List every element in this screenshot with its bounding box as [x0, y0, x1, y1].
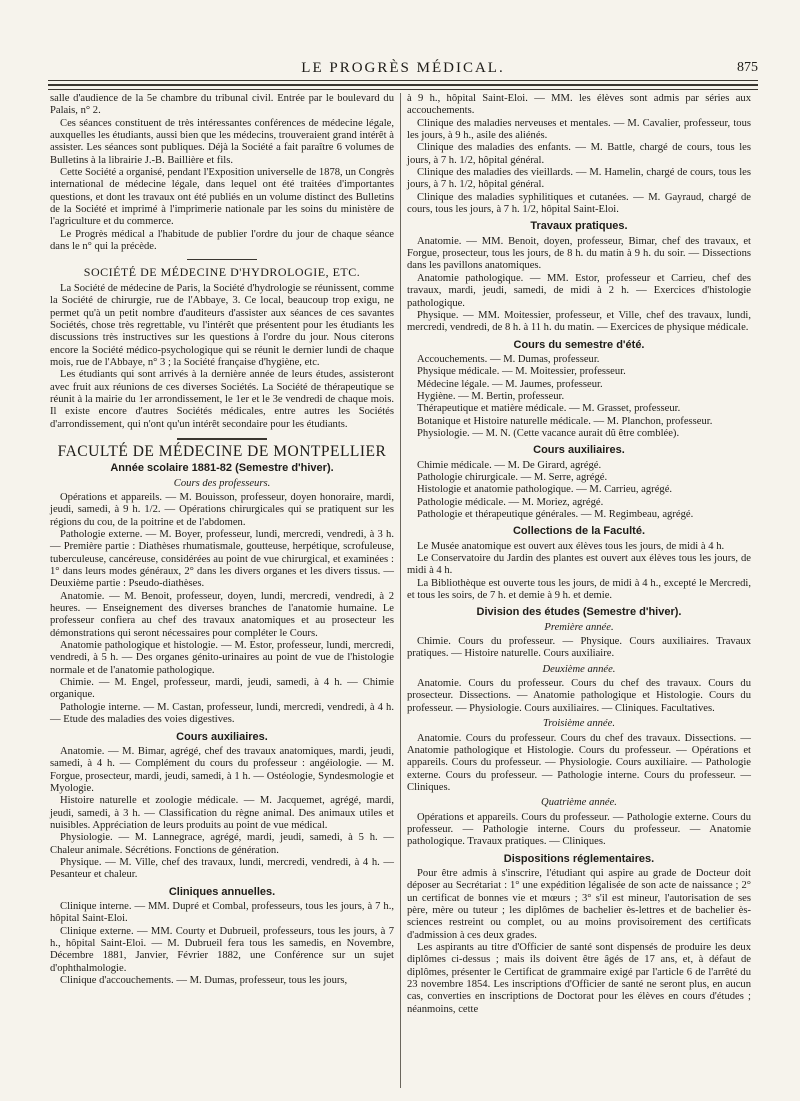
paragraph: Le Musée anatomique est ouvert aux élèves tous les jours, de midi à 4 h.	[417, 540, 725, 552]
left-column	[50, 93, 394, 987]
year-heading: Deuxième année.	[542, 663, 616, 675]
subsection-heading: Cours auxiliaires.	[176, 730, 268, 743]
subsection-heading: Division des études (Semestre d'hiver).	[476, 606, 682, 619]
paragraph: Anatomie. Cours du professeur. Cours du chef des travaux. Dissections. — Anatomie pathologique et Histologie. Cours du professeur. — Opérations et appareils. Cours du professeur. — Physiologie. Cours auxiliaire. — Pathologie externe. Cours du professeur. — Pathologie interne. Cours du professeur. — Cliniques.	[407, 732, 751, 793]
header-rule-top	[48, 80, 758, 81]
subsection-heading: Cours du semestre d'été.	[513, 338, 645, 351]
paragraph: salle d'audience de la 5e chambre du tribunal civil. Entrée par le boulevard du Palais, n° 2.	[50, 93, 394, 117]
paragraph: Clinique des maladies nerveuses et mentales. — M. Cavalier, professeur, tous les jours, à 9 h., asile des aliénés.	[407, 117, 751, 142]
paragraph: Pathologie médicale. — M. Moriez, agrégé.	[417, 496, 604, 508]
paragraph: La Bibliothèque est ouverte tous les jours, de midi à 4 h., excepté le Mercredi, et tous les soirs, de 7 h. et demie à 9 h. et demie.	[407, 577, 751, 602]
paragraph: Anatomie. — M. Bimar, agrégé, chef des travaux anatomiques, mardi, jeudi, samedi, à 4 h. — Complément du cours du professeur : angéiologie. — M. Forgue, prosecteur, mardi, jeudi, samedi, à 1 h. — Ostéologie, Syndesmologie et Myologie.	[50, 745, 394, 794]
subsection-heading: Travaux pratiques.	[530, 220, 628, 233]
subsection-heading: Cliniques annuelles.	[168, 885, 276, 898]
header-rule-middle	[48, 84, 758, 86]
paragraph: Physiologie. — M. N. (Cette vacance aurait dû être comblée).	[417, 427, 680, 439]
section-heading: SOCIÉTÉ DE MÉDECINE D'HYDROLOGIE, ETC.	[83, 265, 361, 280]
year-heading: Quatrième année.	[541, 797, 617, 809]
subsection-heading: Cours auxiliaires.	[533, 444, 625, 457]
paragraph: à 9 h., hôpital Saint-Eloi. — MM. les élèves sont admis par séries aux accouchements.	[407, 93, 751, 117]
paragraph: Anatomie. Cours du professeur. Cours du chef des travaux. Cours du prosecteur. Dissections. — Anatomie pathologique et Histologie. Cours du professeur. — Physiologie. Cours auxiliaires. — Cliniques. Facultatives.	[407, 678, 751, 714]
paragraph: Les étudiants qui sont arrivés à la dernière année de leurs études, assisteront avec fruit aux réunions de ces diverses Sociétés. La Société de thérapeutique se réunit à la mairie du 1er arrondissement, le 1er et le 3e vendredi de chaque mois. Il existe encore d'autres Sociétés médicales, entre autres les Sociétés d'arrondissement, qui n'ont qu'un intérêt secondaire pour les étudiants.	[50, 369, 394, 430]
paragraph: Clinique des maladies des enfants. — M. Battle, chargé de cours, tous les jours, à 7 h. 1/2, hôpital général.	[407, 142, 751, 166]
paragraph: Opérations et appareils. — M. Bouisson, professeur, doyen honoraire, mardi, jeudi, samedi, à 9 h. 1/2. — Opérations chirurgicales qui se pratiquent sur les régions du cou, de la poitrine et de l'abdomen.	[50, 491, 394, 528]
year-heading: Troisième année.	[543, 718, 615, 730]
paragraph: Clinique des maladies des vieillards. — M. Hamelin, chargé de cours, tous les jours, à 7 h. 1/2, hôpital général.	[407, 167, 751, 191]
paragraph: Physique. — MM. Moitessier, professeur, et Ville, chef des travaux, lundi, mercredi, vendredi, de 8 h. à 11 h. du matin. — Exercices de physique médicale.	[407, 309, 751, 334]
paragraph: Pathologie et thérapeutique générales. — M. Regimbeau, agrégé.	[417, 509, 694, 520]
subsection-heading: Collections de la Faculté.	[512, 525, 646, 538]
paragraph: Pathologie externe. — M. Boyer, professeur, lundi, mercredi, vendredi, à 3 h. — Première partie : Diathèses rhumatismale, goutteuse, herpétique, scrofuleuse, tuberculeuse, cancéreuse, considérées au point de vue chirurgical, et examinées : 1° dans leurs modes généraux, 2° dans les divers organes et les divers tissus. — Deuxième partie : Pseudo-diathèses.	[50, 529, 394, 590]
subsection-heading: Année scolaire 1881-82 (Semestre d'hiver).	[110, 462, 334, 475]
paragraph: Physique. — M. Ville, chef des travaux, lundi, mercredi, vendredi, à 4 h. — Pesanteur et chaleur.	[50, 856, 394, 881]
paragraph: Physiologie. — M. Lannegrace, agrégé, mardi, jeudi, samedi, à 5 h. — Chaleur animale. Sécrétions. Fonctions de génération.	[50, 832, 394, 856]
paragraph: La Société de médecine de Paris, la Société d'hydrologie se réunissent, comme la Société de chirurgie, rue de l'Abbaye, 3. Ce local, beaucoup trop exigu, ne permet qu'à un petit nombre d'auditeurs d'assister aux séances de ces savantes Sociétés, chose très regrettable, vu l'intérêt que présentent pour les étudiants les discussions très instructives sur les questions à l'ordre du jour. Nous citerons encore la Société médico-psychologique qui se réunit le dernier lundi de chaque mois, rue de l'Abbaye, n° 3 ; la Société française d'hygiène, etc.	[50, 282, 394, 368]
paragraph: Anatomie. — MM. Benoit, doyen, professeur, Bimar, chef des travaux, et Forgue, prosecteur, tous les jours, de 8 h. du matin à 9 h. du soir. — Dissections dans les pavillons anatomiques.	[407, 235, 751, 272]
paragraph: Opérations et appareils. Cours du professeur. — Pathologie externe. Cours du professeur. — Pathologie interne. Cours du professeur. — Anatomie pathologique. Travaux pratiques. — Cliniques.	[407, 811, 751, 848]
paragraph: Clinique interne. — MM. Dupré et Combal, professeurs, tous les jours, à 7 h., hôpital Saint-Eloi.	[50, 900, 394, 925]
paragraph: Clinique d'accouchements. — M. Dumas, professeur, tous les jours,	[60, 975, 348, 987]
year-heading: Première année.	[544, 621, 614, 633]
right-column	[407, 93, 751, 1016]
subsection-heading: Dispositions réglementaires.	[503, 852, 655, 865]
paragraph: Le Conservatoire du Jardin des plantes est ouvert aux élèves tous les jours, de midi à 4 h.	[407, 553, 751, 577]
paragraph: Le Progrès médical a l'habitude de publier l'ordre du jour de chaque séance dans le n° qui la précède.	[50, 228, 394, 253]
page-header	[48, 58, 758, 78]
paragraph: Anatomie pathologique. — MM. Estor, professeur et Carrieu, chef des travaux, mardi, jeudi, samedi, de midi à 2 h. — Exercices d'histologie pathologique.	[407, 272, 751, 309]
paragraph: Accouchements. — M. Dumas, professeur.	[417, 353, 600, 365]
paragraph: Clinique des maladies syphilitiques et cutanées. — M. Gayraud, chargé de cours, tous les jours, à 7 h. 1/2, hôpital Saint-Eloi.	[407, 191, 751, 216]
paragraph: Médecine légale. — M. Jaumes, professeur.	[417, 378, 603, 390]
paragraph: Botanique et Histoire naturelle médicale. — M. Planchon, professeur.	[417, 415, 713, 427]
paragraph: Cette Société a organisé, pendant l'Exposition universelle de 1878, un Congrès international de médecine légale, dans lequel ont été traitées d'importantes questions, et dont les travaux ont été publiés en un volume distinct des Bulletins de la Société et imprimé à l'imprimerie nationale par les soins du ministère de l'agriculture et du commerce.	[50, 167, 394, 228]
header-rule-bottom	[48, 89, 758, 90]
section-separator	[187, 259, 257, 260]
paragraph: Histoire naturelle et zoologie médicale. — M. Jacquemet, agrégé, mardi, jeudi, samedi, à 3 h. — Classification du règne animal. Des animaux utiles et nuisibles. Appréciation de leurs produits au point de vue médical.	[50, 795, 394, 831]
running-title: LE PROGRÈS MÉDICAL.	[301, 60, 505, 76]
paragraph: Clinique externe. — MM. Courty et Dubrueil, professeurs, tous les jours, à 7 h., hôpital Saint-Eloi. — M. Dubrueil fera tous les samedis, en Novembre, Décembre 1881, Janvier, Février 1882, une Conférence sur un sujet d'ophthalmologie.	[50, 925, 394, 974]
column-divider	[400, 93, 401, 1088]
paragraph: Chimie. Cours du professeur. — Physique. Cours auxiliaires. Travaux pratiques. — Histoire naturelle. Cours auxiliaire.	[407, 636, 751, 660]
paragraph: Anatomie. — M. Benoit, professeur, doyen, lundi, mercredi, vendredi, à 2 heures. — Enseignement des diverses branches de l'anatomie humaine. Le professeur confiera au chef des travaux anatomiques et au prosecteur les démonstrations qui seront nécessaires pour compléter le Cours.	[50, 590, 394, 639]
paragraph: Chimie médicale. — M. De Girard, agrégé.	[417, 459, 602, 471]
paragraph: Pathologie interne. — M. Castan, professeur, lundi, mercredi, vendredi, à 4 h. — Etude des maladies des voies digestives.	[50, 701, 394, 726]
page-number: 875	[737, 60, 758, 75]
paragraph: Ces séances constituent de très intéressantes conférences de médecine légale, auxquelles les étudiants, aussi bien que les médecins, trouveraient grand intérêt à assister. Les séances sont publiques. Déjà la Société a fait paraître 6 volumes de Bulletins à la librairie J.-B. Baillière et fils.	[50, 117, 394, 166]
section-separator	[177, 438, 267, 440]
paragraph: Chimie. — M. Engel, professeur, mardi, jeudi, samedi, à 4 h. — Chimie organique.	[50, 677, 394, 701]
paragraph: Pour être admis à s'inscrire, l'étudiant qui aspire au grade de Docteur doit déposer au Secrétariat : 1° une expédition légalisée de son acte de naissance ; 2° un certificat de bonnes vie et mœurs ; 3° s'il est mineur, l'autorisation de ses père, mère ou tuteur ; les diplômes de bachelier ès-lettres et de bachelier ès-sciences restreint ou complet, ou au moins provisoirement des certificats d'admission à ces deux grades.	[407, 867, 751, 941]
faculty-heading: FACULTÉ DE MÉDECINE DE MONTPELLIER	[57, 442, 387, 460]
paragraph: Pathologie chirurgicale. — M. Serre, agrégé.	[417, 471, 608, 483]
year-heading: Cours des professeurs.	[173, 477, 271, 489]
paragraph: Anatomie pathologique et histologie. — M. Estor, professeur, lundi, mercredi, vendredi, à 5 h. — Des organes génito-urinaires au point de vue de l'histologie normale et de l'anatomie pathologique.	[50, 640, 394, 676]
paragraph: Physique médicale. — M. Moitessier, professeur.	[417, 366, 626, 378]
paragraph: Hygiène. — M. Bertin, professeur.	[417, 390, 565, 402]
paragraph: Thérapeutique et matière médicale. — M. Grasset, professeur.	[417, 403, 681, 415]
paragraph: Les aspirants au titre d'Officier de santé sont dispensés de produire les deux diplômes ci-dessus ; mais ils doivent être âgés de 17 ans, et, à défaut de diplômes, présenter le Certificat de grammaire exigé par l'article 6 de l'arrêté du 23 novembre 1854. Les inscriptions d'Officier de santé ne seront plus, en aucun cas, converties en inscriptions de Doctorat pour les élèves en cours d'études ; néanmoins, cette	[407, 942, 751, 1015]
paragraph: Histologie et anatomie pathologique. — M. Carrieu, agrégé.	[417, 484, 673, 496]
